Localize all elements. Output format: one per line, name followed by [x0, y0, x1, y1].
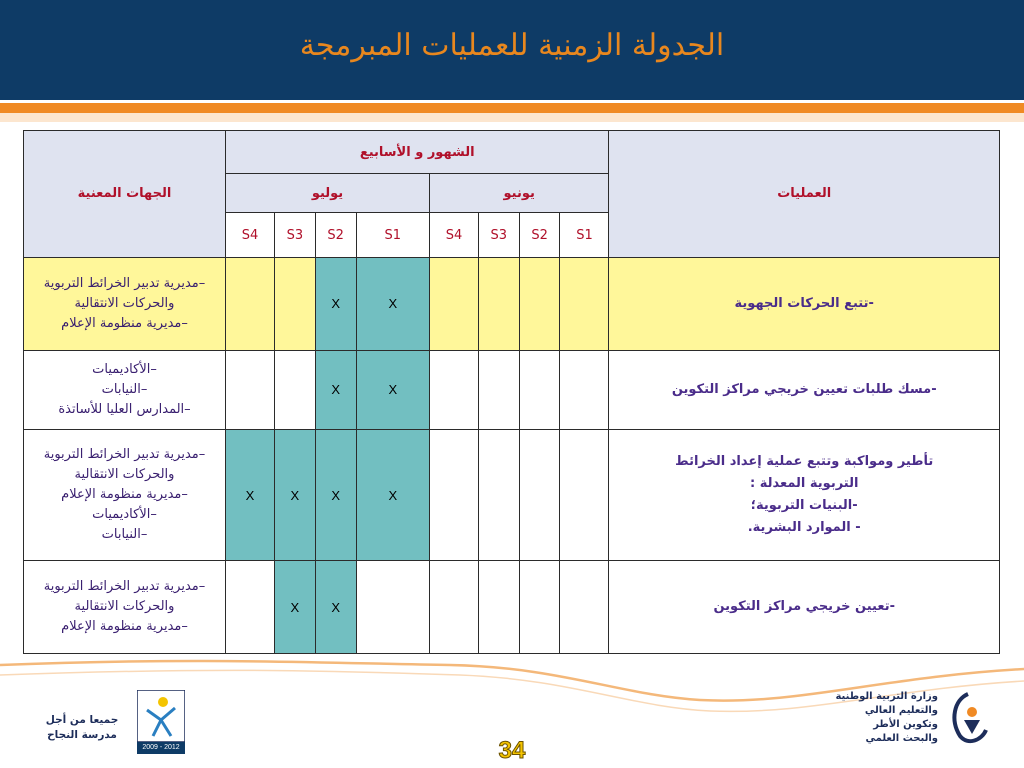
- ministry-line: وزارة التربية الوطنية: [835, 691, 938, 702]
- week-cell: X: [356, 257, 429, 351]
- title-bar: [0, 0, 1024, 100]
- week-cell: [429, 351, 478, 429]
- week-cell: X: [315, 351, 356, 429]
- week-cell: X: [226, 429, 275, 561]
- week-cell: [478, 257, 519, 351]
- week-cell: [429, 429, 478, 561]
- entity-line: والحركات الانتقالية: [74, 466, 175, 482]
- table-row: [24, 429, 1000, 561]
- week-cell: [275, 257, 316, 351]
- entity-line: –الأكاديميات: [92, 507, 157, 523]
- slide-title: الجدولة الزمنية للعمليات المبرمجة: [299, 28, 725, 63]
- week-cell: [519, 429, 560, 561]
- operation-line: -تعيين خريجي مراكز التكوين: [713, 599, 895, 615]
- week-cell: X: [356, 429, 429, 561]
- week-cell: [560, 561, 609, 654]
- operation-line: -تتبع الحركات الجهوية: [734, 295, 874, 311]
- slogan: [32, 713, 132, 743]
- week-cell: X: [315, 561, 356, 654]
- header-entities: الجهات المعنية: [24, 131, 226, 258]
- week-cell: [429, 257, 478, 351]
- operation-line: -مسك طلبات تعيين خريجي مراكز التكوين: [671, 381, 937, 397]
- table-row: [24, 561, 1000, 654]
- accent-stripe-light: [0, 113, 1024, 122]
- operation-cell: [609, 429, 1000, 561]
- week-cell: [478, 561, 519, 654]
- week-cell: X: [315, 257, 356, 351]
- entity-line: –الأكاديميات: [92, 361, 157, 377]
- week-cell: [560, 257, 609, 351]
- ministry-line: والتعليم العالي: [864, 705, 938, 716]
- week-cell: [226, 351, 275, 429]
- entities-cell: [24, 351, 226, 429]
- entity-line: –النيابات: [101, 527, 148, 543]
- week-label: S2: [519, 213, 560, 257]
- entity-line: –المدارس العليا للأساتذة: [58, 402, 191, 418]
- entity-line: –مديرية منظومة الإعلام: [61, 619, 188, 635]
- week-label: S3: [275, 213, 316, 257]
- week-label: S1: [560, 213, 609, 257]
- page-number: 34: [498, 737, 526, 764]
- ministry-line: والبحث العلمي: [865, 733, 938, 744]
- schedule-table: [23, 130, 1000, 654]
- week-label: S3: [478, 213, 519, 257]
- week-cell: X: [275, 561, 316, 654]
- week-cell: [478, 351, 519, 429]
- week-cell: X: [315, 429, 356, 561]
- entity-line: –مديرية تدبير الخرائط التربوية: [43, 275, 206, 291]
- ministry-logo-icon: [946, 690, 990, 746]
- entity-line: –مديرية منظومة الإعلام: [61, 316, 188, 332]
- week-cell: [519, 351, 560, 429]
- accent-stripe: [0, 103, 1024, 113]
- entity-line: –مديرية تدبير الخرائط التربوية: [43, 579, 206, 594]
- entity-line: والحركات الانتقالية: [74, 295, 175, 311]
- ministry-line: وتكوين الأطر: [873, 719, 938, 730]
- week-cell: [356, 561, 429, 654]
- week-cell: [519, 257, 560, 351]
- operation-line: -البنيات التربوية؛: [750, 498, 858, 514]
- table-row: [24, 257, 1000, 351]
- operation-cell: [609, 351, 1000, 429]
- operation-cell: [609, 561, 1000, 654]
- entities-cell: [24, 429, 226, 561]
- operation-line: تأطير ومواكبة وتتبع عملية إعداد الخرائط: [675, 453, 934, 469]
- week-cell: [560, 351, 609, 429]
- entities-cell: [24, 257, 226, 351]
- week-label: S4: [226, 213, 275, 257]
- entity-line: –مديرية منظومة الإعلام: [61, 486, 188, 502]
- week-label: S4: [429, 213, 478, 257]
- slogan-line: مدرسة النجاح: [47, 729, 117, 741]
- week-cell: X: [356, 351, 429, 429]
- ministry-name: [748, 690, 938, 746]
- table-row: [24, 351, 1000, 429]
- week-cell: [275, 351, 316, 429]
- week-cell: [226, 257, 275, 351]
- entity-line: –مديرية تدبير الخرائط التربوية: [43, 446, 206, 462]
- header-months-weeks: الشهور و الأسابيع: [226, 131, 609, 174]
- header-operations: العمليات: [609, 131, 1000, 258]
- week-cell: [429, 561, 478, 654]
- header-month-june: يونيو: [429, 174, 608, 213]
- week-cell: [519, 561, 560, 654]
- program-logo-years: 2009 - 2012: [137, 742, 185, 754]
- operation-line: - الموارد البشرية.: [747, 520, 861, 536]
- week-label: S1: [356, 213, 429, 257]
- week-cell: [560, 429, 609, 561]
- entity-line: والحركات الانتقالية: [74, 599, 175, 615]
- week-label: S2: [315, 213, 356, 257]
- entity-line: –النيابات: [101, 381, 148, 397]
- slogan-line: جميعا من أجل: [45, 714, 119, 726]
- header-month-july: يوليو: [226, 174, 430, 213]
- week-cell: X: [275, 429, 316, 561]
- week-cell: [226, 561, 275, 654]
- operation-cell: [609, 257, 1000, 351]
- entities-cell: [24, 561, 226, 654]
- week-cell: [478, 429, 519, 561]
- operation-line: التربوية المعدلة :: [749, 475, 859, 491]
